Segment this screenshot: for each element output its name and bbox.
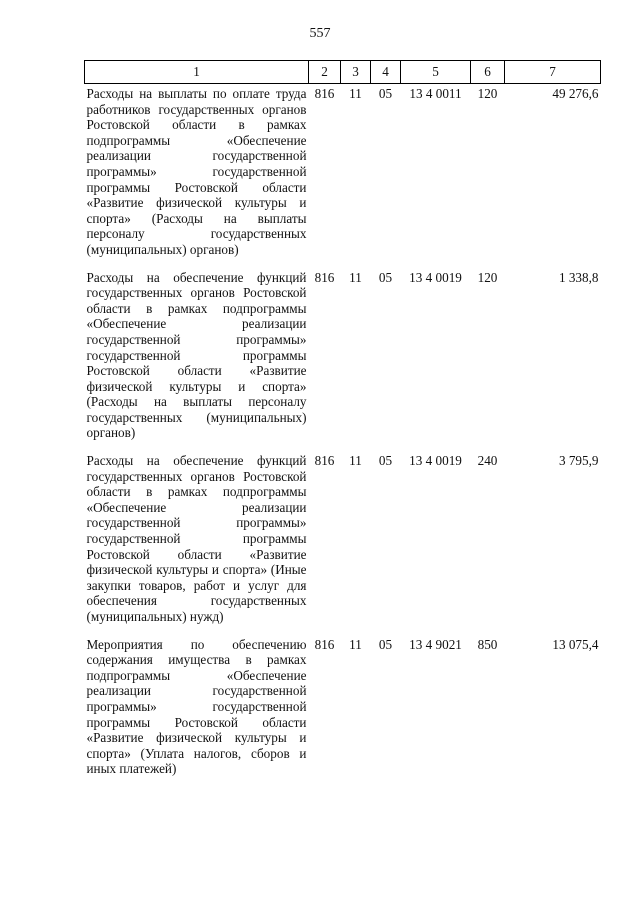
row-description: Мероприятия по обеспечению содержания имущества в рамках подпрограммы «Обеспечение реализации государственной программы» государственной программы Ростовской области «Развитие физической культуры и спорта» (Уплата налогов, сборов и иных платежей) (86, 636, 307, 777)
header-col-2: 2 (309, 61, 341, 84)
row-target-article: 13 4 0019 (409, 453, 462, 469)
row-description: Расходы на выплаты по оплате труда работников государственных органов Ростовской области в рамках подпрограммы «Обеспечение реализации государственной программы» государственной программы Ростовской области «Развитие физической культуры и спорта» (Расходы на выплаты персоналу государственных (муниципальных) органов) (86, 86, 307, 257)
row-ministry-code: 816 (314, 453, 335, 469)
row-amount: 3 795,9 (558, 453, 599, 469)
row-subsection-code: 05 (378, 269, 393, 285)
row-section-code: 11 (349, 86, 362, 101)
row-target-article: 13 4 9021 (409, 636, 462, 652)
header-col-5: 5 (401, 61, 471, 84)
row-subsection-code: 05 (378, 636, 393, 652)
row-target-article: 13 4 0019 (409, 269, 462, 285)
row-ministry-code: 816 (314, 636, 335, 652)
row-ministry-code: 816 (314, 269, 335, 285)
row-description: Расходы на обеспечение функций государственных органов Ростовской области в рамках подпрограммы «Обеспечение реализации государственной программы» государственной программы Ростовской области «Развитие физической культуры и спорта» (Иные закупки товаров, работ и услуг для обеспечения государственных (муниципальных) нужд) (86, 453, 307, 624)
header-col-4: 4 (371, 61, 401, 84)
header-col-1: 1 (85, 61, 309, 84)
header-row (85, 61, 601, 84)
row-subsection-code: 05 (378, 453, 393, 469)
row-subsection-code: 05 (378, 86, 393, 101)
row-section-code: 11 (349, 269, 362, 285)
header-col-7: 7 (505, 61, 601, 84)
table-row (85, 635, 601, 787)
row-expense-type: 120 (477, 269, 498, 285)
row-amount: 1 338,8 (558, 269, 599, 285)
row-target-article: 13 4 0011 (409, 86, 462, 101)
row-expense-type: 850 (477, 636, 498, 652)
table-row (85, 268, 601, 452)
budget-table (84, 60, 601, 787)
row-amount: 13 075,4 (552, 636, 599, 652)
row-amount: 49 276,6 (552, 86, 599, 101)
row-section-code: 11 (349, 453, 362, 469)
header-col-3: 3 (341, 61, 371, 84)
row-expense-type: 120 (477, 86, 498, 101)
row-expense-type: 240 (477, 453, 498, 469)
header-col-6: 6 (471, 61, 505, 84)
table-row (85, 84, 601, 268)
page-number: 557 (309, 26, 331, 41)
table-row (85, 451, 601, 635)
row-ministry-code: 816 (314, 86, 335, 101)
row-description: Расходы на обеспечение функций государственных органов Ростовской области в рамках подпрограммы «Обеспечение реализации государственной программы» государственной программы Ростовской области «Развитие физической культуры и спорта» (Расходы на выплаты персоналу государственных (муниципальных) органов) (86, 269, 307, 441)
row-section-code: 11 (349, 636, 362, 652)
